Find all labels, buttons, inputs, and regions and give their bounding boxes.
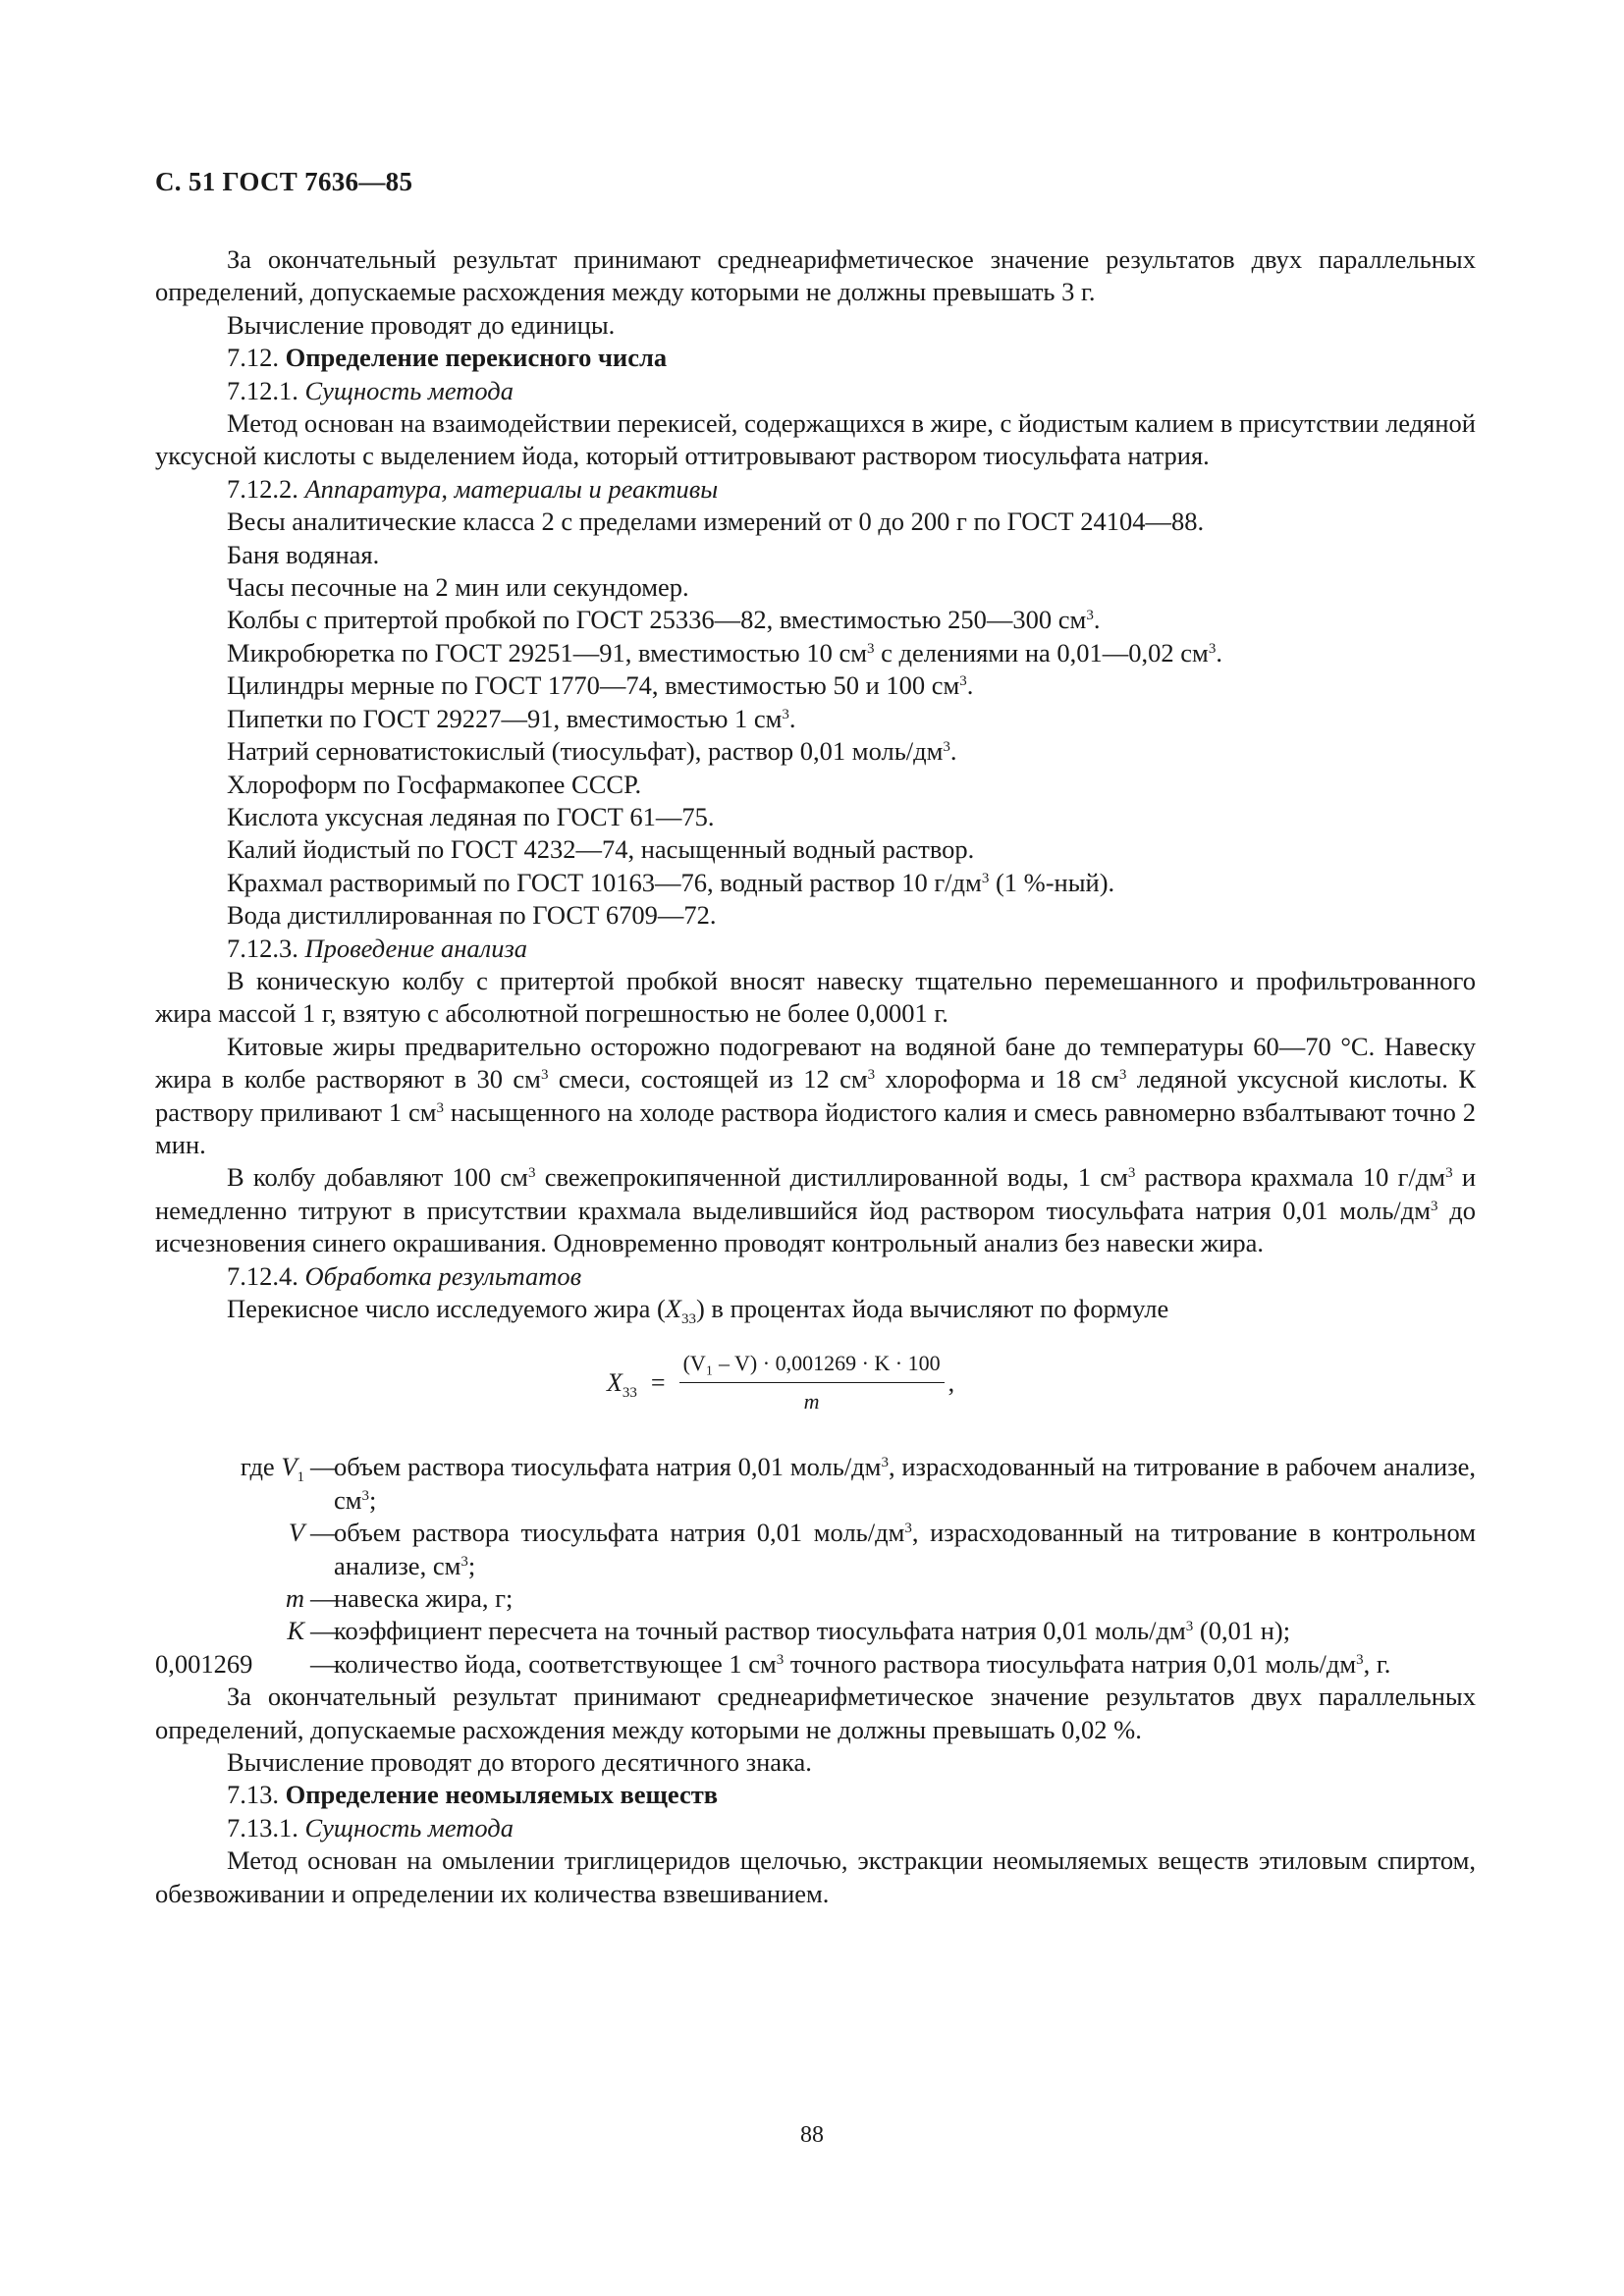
list-item: Микробюретка по ГОСТ 29251—91, вместимостью 10 $см^3$ с делениями на 0,01—0,02 $см^3$. (227, 637, 1222, 667)
list-item: Крахмал растворимый по ГОСТ 10163—76, водный раствор 10 $г/дм^3$ (1 %-ный). (227, 867, 1115, 897)
definition-row: K — коэффициент пересчета на точный раствор тиосульфата натрия 0,01 моль/$дм^3$ (0,01 н); (287, 1616, 1291, 1646)
subsection-heading: 7.12.4. Обработка результатов (227, 1260, 582, 1291)
subsection-title: Аппаратура, материалы и реактивы (304, 473, 719, 504)
formula-equals: = (650, 1367, 666, 1397)
peroxide-formula (607, 1347, 954, 1417)
definition-row: V — объем раствора тиосульфата натрия 0,01 моль/$дм^3$, израсходованный на титрование в контрольном анализе, $см^3$; (288, 1518, 1476, 1580)
definition-row: m — навеска жира, г; (285, 1583, 514, 1614)
list-item: Натрий серноватистокислый (тиосульфат), раствор 0,01 моль/$дм^3$. (227, 736, 957, 767)
page-header: С. 51 ГОСТ 7636—85 (155, 167, 413, 196)
paragraph: В колбу добавляют 100 $см^3$ свежепрокипяченной дистиллированной воды, 1 $см^3$ раствора крахмала 10 $г/дм^3$ и немедленно титруют в присутствии крахмала выделившийся йод раствором тиосульфата натрия 0,01 моль/$дм^3$ до исчезновения синего окрашивания. Одновременно проводят контрольный анализ без навески жира. (155, 1162, 1477, 1258)
list-item: Кислота уксусная ледяная по ГОСТ 61—75. (227, 801, 715, 831)
formula-denominator: m (803, 1388, 820, 1414)
list-item: Часы песочные на 2 мин или секундомер. (227, 572, 689, 603)
formula-fraction (679, 1347, 945, 1417)
definition-row: 0,001269 — количество йода, соответствующее 1 $см^3$ точного раствора тиосульфата натрия 0,01 моль/$дм^3$, г. (155, 1648, 1391, 1679)
subsection-title: Сущность метода (304, 375, 514, 405)
subsection-heading: 7.12.1. Сущность метода (227, 375, 514, 405)
paragraph: Вычисление проводят до второго десятичного знака. (227, 1747, 812, 1778)
subsection-heading: 7.13.1. Сущность метода (227, 1812, 514, 1842)
section-heading: 7.12. Определение перекисного числа (227, 343, 668, 373)
paragraph: Перекисное число исследуемого жира $(X_{33})$ в процентах йода вычисляют по формуле (227, 1294, 1169, 1327)
subsection-title: Обработка результатов (304, 1260, 582, 1291)
paragraph: Вычисление проводят до единицы. (227, 309, 616, 340)
paragraph: Метод основан на взаимодействии перекисей, содержащихся в жире, с йодистым калием в присутствии ледяной уксусной кислоты с выделением йода, который оттитровывают раствором тиосульфата натрия. (155, 408, 1476, 471)
subsection-heading: 7.12.2. Аппаратура, материалы и реактивы (227, 473, 719, 504)
formula-numerator: (V₁ – V) · 0,001269 · K · 100 (679, 1347, 945, 1382)
document-body (155, 243, 1476, 1910)
list-item: Колбы с притертой пробкой по ГОСТ 25336—82, вместимостью 250—300 $см^3$. (227, 605, 1101, 635)
section-title: Определение перекисного числа (285, 343, 668, 373)
subsection-title: Сущность метода (304, 1812, 514, 1842)
page-number: 88 (800, 2122, 824, 2148)
list-item: Баня водяная. (227, 539, 380, 569)
paragraph: За окончательный результат принимают среднеарифметическое значение результатов двух параллельных определений, допускаемые расхождения между которыми не должны превышать 3 г. (155, 244, 1476, 307)
section-title: Определение неомыляемых веществ (285, 1780, 719, 1810)
list-item: Вода дистиллированная по ГОСТ 6709—72. (227, 900, 717, 931)
variable-definitions (155, 1451, 1476, 1681)
formula-trail: , (947, 1367, 955, 1397)
list-item: Хлороформ по Госфармакопее СССР. (227, 769, 642, 799)
list-item: Калий йодистый по ГОСТ 4232—74, насыщенный водный раствор. (227, 834, 975, 865)
paragraph: Метод основан на омылении триглицеридов щелочью, экстракции неомыляемых веществ этиловым спиртом, обезвоживании и определении их количества взвешиванием. (155, 1845, 1476, 1908)
definition-row: где $V_1$ — объем раствора тиосульфата натрия 0,01 моль/$дм^3$, израсходованный на титрование в рабочем анализе, $см^3$; (240, 1452, 1476, 1515)
subsection-heading: 7.12.3. Проведение анализа (227, 933, 528, 963)
paragraph: В коническую колбу с притертой пробкой вносят навеску тщательно перемешанного и профильтрованного жира массой 1 г, взятую с абсолютной погрешностью не более 0,0001 г. (155, 965, 1476, 1029)
list-item: Весы аналитические класса 2 с пределами измерений от 0 до 200 г по ГОСТ 24104—88. (227, 507, 1205, 537)
list-item: Цилиндры мерные по ГОСТ 1770—74, вместимостью 50 и 100 $см^3$. (227, 670, 974, 701)
subsection-title: Проведение анализа (304, 933, 528, 963)
paragraph: Китовые жиры предварительно осторожно подогревают на водяной бане до температуры 60—70 °С. Навеску жира в колбе растворяют в 30 $см^3$ смеси, состоящей из 12 $см^3$ хлороформа и 18 $см^3$ ледяной уксусной кислоты. К раствору приливают 1 $см^3$ насыщенного на холоде раствора йодистого калия и смесь равномерно взбалтывают точно 2 мин. (155, 1031, 1477, 1159)
list-item: Пипетки по ГОСТ 29227—91, вместимостью 1 $см^3$. (227, 703, 796, 733)
formula-block (155, 1325, 1476, 1451)
section-heading: 7.13. Определение неомыляемых веществ (227, 1780, 719, 1810)
paragraph: За окончательный результат принимают среднеарифметическое значение результатов двух параллельных определений, допускаемые расхождения между которыми не должны превышать 0,02 %. (155, 1682, 1476, 1744)
formula-lhs: $X_{33}$ (607, 1367, 637, 1401)
